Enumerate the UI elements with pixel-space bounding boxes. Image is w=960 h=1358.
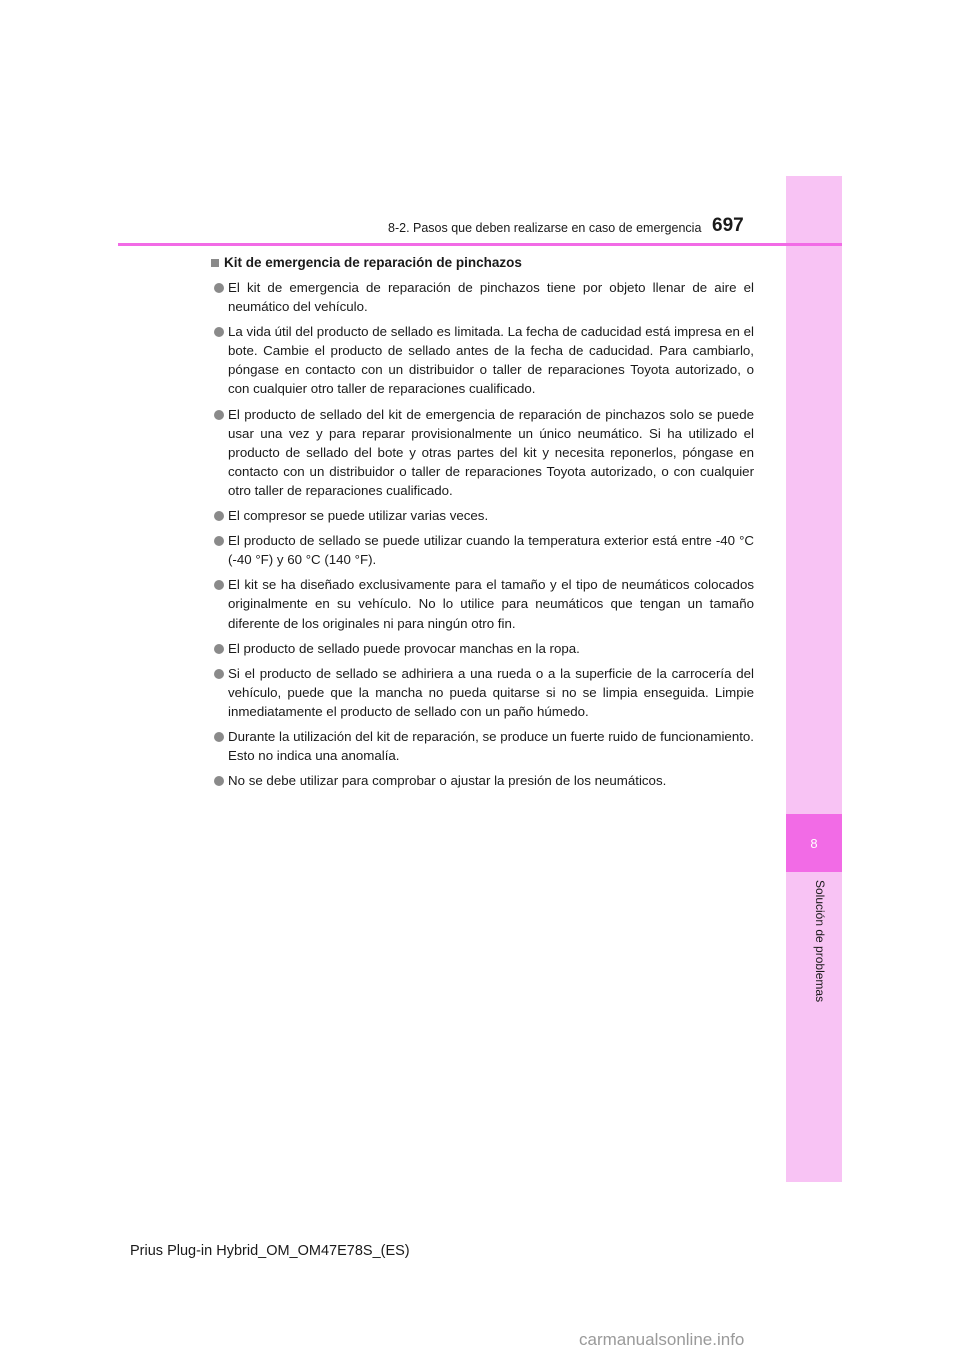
list-item-text: No se debe utilizar para comprobar o ajustar la presión de los neumáticos. (228, 773, 667, 789)
bullet-list (211, 278, 754, 790)
chapter-number-badge (786, 814, 842, 872)
chapter-number: 8 (810, 835, 818, 851)
list-item-text: El compresor se puede utilizar varias veces. (228, 508, 489, 524)
side-chapter-tab (786, 176, 842, 1182)
page-number: 697 (712, 215, 744, 236)
circle-bullet-icon (214, 327, 224, 337)
list-item (211, 405, 754, 500)
list-item (211, 575, 754, 632)
header-rule (118, 243, 842, 246)
list-item (211, 322, 754, 398)
circle-bullet-icon (214, 410, 224, 420)
list-item (211, 278, 754, 316)
list-item-text: La vida útil del producto de sellado es limitada. La fecha de caducidad está impresa en el bote. Cambie el producto de sellado antes de la fecha de caducidad. Para cambiarlo, póngase en contacto con un distribuidor o taller de reparaciones Toyota autorizado, o con cualquier otro taller de reparaciones cualificado. (228, 324, 754, 397)
section-heading (211, 253, 754, 272)
list-item-text: El producto de sellado se puede utilizar cuando la temperatura exterior está entre -40 °C (-40 °F) y 60 °C (140 °F). (228, 533, 754, 568)
list-item-text: El kit de emergencia de reparación de pinchazos tiene por objeto llenar de aire el neumático del vehículo. (228, 280, 754, 315)
watermark: carmanualsonline.info (579, 1330, 745, 1349)
list-item-text: Si el producto de sellado se adhiriera a una rueda o a la superficie de la carrocería del vehículo, puede que la mancha no pueda quitarse si no se limpia enseguida. Limpie inmediatamente el producto de sellado con un paño húmedo. (228, 665, 754, 719)
circle-bullet-icon (214, 644, 224, 654)
list-item (211, 531, 754, 569)
list-item-text: El kit se ha diseñado exclusivamente para el tamaño y el tipo de neumáticos colocados originalmente en su vehículo. No lo utilice para neumáticos que tengan un tamaño diferente de los originales ni para ningún otro fin. (228, 577, 754, 631)
list-item (211, 506, 754, 525)
square-bullet-icon (211, 259, 219, 267)
circle-bullet-icon (214, 732, 224, 742)
list-item-text: Durante la utilización del kit de reparación, se produce un fuerte ruido de funcionamiento. Esto no indica una anomalía. (228, 728, 754, 764)
circle-bullet-icon (214, 669, 224, 679)
footer-document-id: Prius Plug-in Hybrid_OM_OM47E78S_(ES) (130, 1243, 410, 1259)
list-item (211, 771, 754, 790)
chapter-title: Solución de problemas (813, 880, 827, 1003)
list-item (211, 664, 754, 721)
circle-bullet-icon (214, 776, 224, 786)
page-content (211, 253, 754, 796)
section-heading-text: Kit de emergencia de reparación de pinchazos (224, 255, 522, 270)
list-item-text: El producto de sellado del kit de emergencia de reparación de pinchazos solo se puede usar una vez y para reparar provisionalmente un único neumático. Si ha utilizado el producto de sellado del bote y otras partes del kit y necesita reponerlos, póngase en contacto con un distribuidor o taller de reparaciones Toyota autorizado, o con cualquier otro taller de reparaciones cualificado. (228, 406, 754, 498)
header-section-title: 8-2. Pasos que deben realizarse en caso de emergencia (388, 221, 702, 235)
circle-bullet-icon (214, 511, 224, 521)
list-item (211, 639, 754, 658)
list-item-text: El producto de sellado puede provocar manchas en la ropa. (228, 640, 580, 656)
circle-bullet-icon (214, 536, 224, 546)
circle-bullet-icon (214, 580, 224, 590)
circle-bullet-icon (214, 283, 224, 293)
list-item (211, 727, 754, 765)
